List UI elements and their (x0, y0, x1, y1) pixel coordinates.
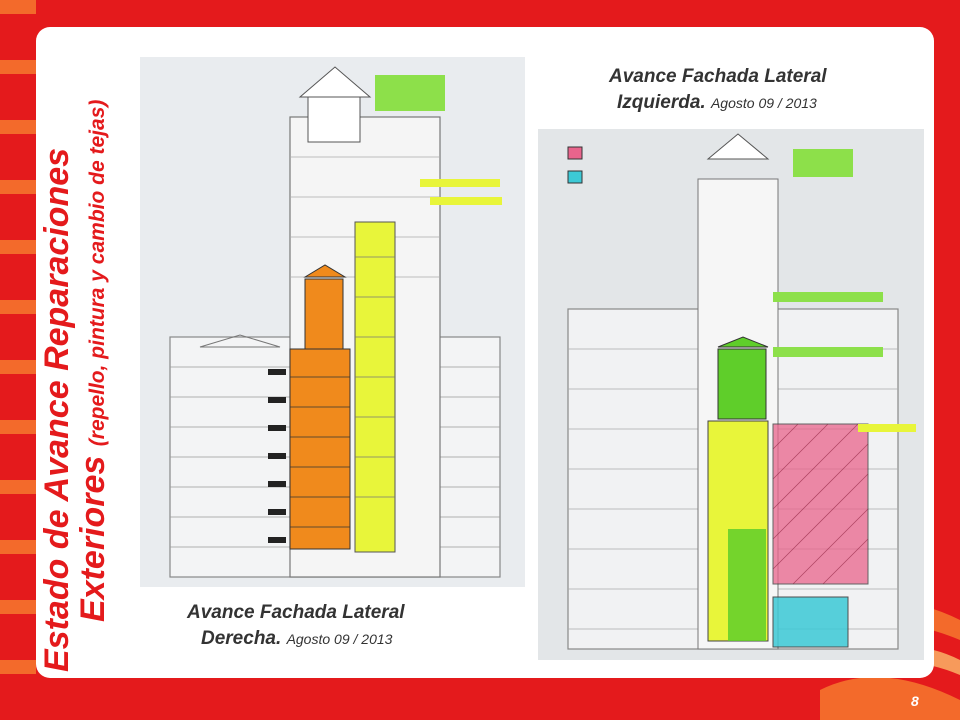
title-subtitle: (repello, pintura y cambio de tejas) (85, 99, 109, 447)
caption-right-facade (187, 600, 405, 651)
caption-left-date: Agosto 09 / 2013 (710, 94, 817, 111)
facade-right-photo (140, 57, 525, 587)
caption-right-date: Agosto 09 / 2013 (286, 630, 393, 647)
slide-title (40, 28, 140, 678)
facade-left-photo (538, 129, 924, 660)
caption-left-line-2: Izquierda. Agosto 09 / 2013 (617, 91, 817, 113)
title-line-2: Exteriores (repello, pintura y cambio de tejas) (73, 99, 112, 622)
caption-left-facade (609, 64, 827, 115)
caption-left-line-1: Avance Fachada Lateral (609, 66, 827, 87)
decorative-stripes (0, 0, 36, 720)
caption-right-line-2: Derecha. Agosto 09 / 2013 (201, 627, 393, 649)
page-number: 8 (911, 693, 919, 709)
title-line-1: Estado de Avance Reparaciones (38, 147, 76, 672)
caption-right-line-1: Avance Fachada Lateral (187, 602, 405, 623)
